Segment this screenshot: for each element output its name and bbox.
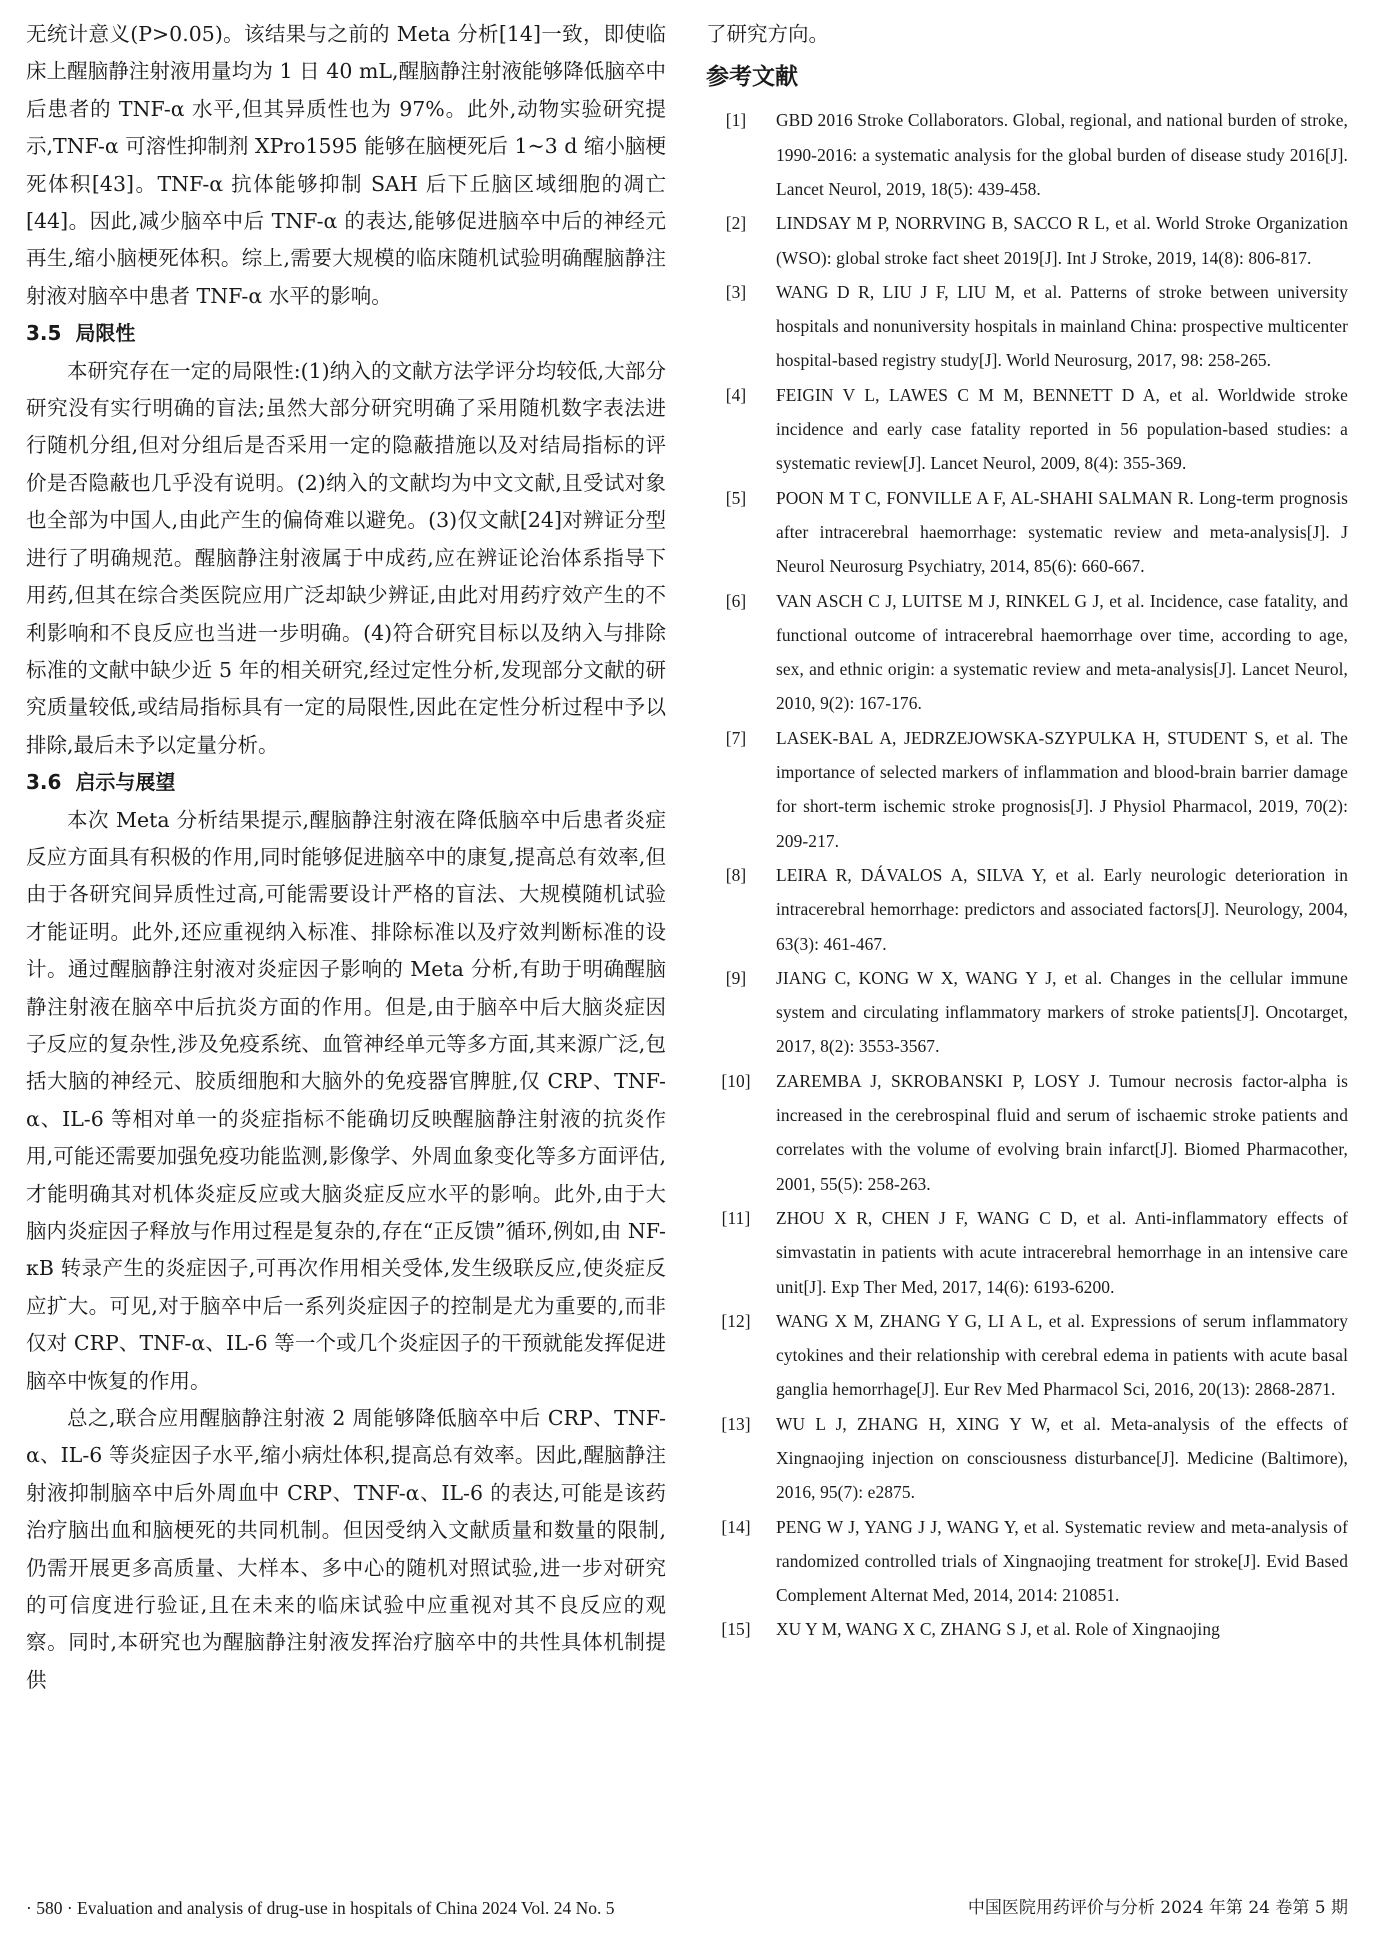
reference-item — [706, 961, 1348, 1064]
reference-item — [706, 481, 1348, 584]
section-number: 3.6 — [26, 770, 62, 795]
reference-text: XU Y M, WANG X C, ZHANG S J, et al. Role of Xingnaojing — [776, 1619, 1220, 1640]
paragraph-outlook: 本次 Meta 分析结果提示,醒脑静注射液在降低脑卒中后患者炎症反应方面具有积极的作用,同时能够促进脑卒中的康复,提高总有效率,但由于各研究间异质性过高,可能需要设计严格的盲法、大规模随机试验才能证明。此外,还应重视纳入标准、排除标准以及疗效判断标准的设计。通过醒脑静注射液对炎症因子影响的 Meta 分析,有助于明确醒脑静注射液在脑卒中后抗炎方面的作用。但是,由于脑卒中后大脑炎症因子反应的复杂性,涉及免疫系统、血管神经单元等多方面,其来源广泛,包括大脑的神经元、胶质细胞和大脑外的免疫器官脾脏,仅 CRP、TNF-α、IL-6 等相对单一的炎症指标不能确切反映醒脑静注射液的抗炎作用,可能还需要加强免疫功能监测,影像学、外周血象变化等多方面评估,才能明确其对机体炎症反应或大脑炎症反应水平的影响。此外,由于大脑内炎症因子释放与作用过程是复杂的,存在“正反馈”循环,例如,由 NF-κB 转录产生的炎症因子,可再次作用相关受体,发生级联反应,使炎症反应扩大。可见,对于脑卒中后一系列炎症因子的控制是尤为重要的,而非仅对 CRP、TNF-α、IL-6 等一个或几个炎症因子的干预就能发挥促进脑卒中恢复的作用。 — [26, 807, 666, 1393]
reference-text: ZAREMBA J, SKROBANSKI P, LOSY J. Tumour necrosis factor-alpha is increased in the cerebrospinal fluid and serum of ischaemic stroke patients and correlates with the volume of evolving brain infarct[J]. Biomed Pharmacother, 2001, 55(5): 258-263. — [776, 1070, 1348, 1194]
section-heading-3-6 — [26, 764, 666, 801]
reference-text: GBD 2016 Stroke Collaborators. Global, regional, and national burden of stroke, 1990-2016: a systematic analysis for the global burden of disease study 2016[J]. Lancet Neurol, 2019, 18(5): 439-458. — [776, 110, 1348, 199]
section-number: 3.5 — [26, 321, 62, 346]
section-heading-3-5 — [26, 315, 666, 352]
reference-text: LEIRA R, DÁVALOS A, SILVA Y, et al. Early neurologic deterioration in intracerebral hemorrhage: predictors and associated factors[J]. Neurology, 2004, 63(3): 461-467. — [776, 864, 1348, 954]
reference-number: [12] — [721, 1310, 751, 1331]
reference-item — [706, 721, 1348, 858]
reference-item — [706, 1201, 1348, 1304]
reference-item — [706, 1304, 1348, 1407]
reference-text: WU L J, ZHANG H, XING Y W, et al. Meta-analysis of the effects of Xingnaojing injection on consciousness disturbance[J]. Medicine (Baltimore), 2016, 95(7): e2875. — [776, 1413, 1348, 1503]
reference-item — [706, 206, 1348, 275]
reference-number: [2] — [725, 213, 747, 234]
reference-list — [706, 103, 1348, 1646]
reference-number: [15] — [721, 1619, 751, 1640]
reference-text: ZHOU X R, CHEN J F, WANG C D, et al. Anti-inflammatory effects of simvastatin in patients with acute intracerebral hemorrhage in an intensive care unit[J]. Exp Ther Med, 2017, 14(6): 6193-6200. — [776, 1207, 1348, 1297]
paragraph-limitations: 本研究存在一定的局限性:(1)纳入的文献方法学评分均较低,大部分研究没有实行明确的盲法;虽然大部分研究明确了采用随机数字表法进行随机分组,但对分组后是否采用一定的隐蔽措施以及对结局指标的评价是否隐蔽也几乎没有说明。(2)纳入的文献均为中文文献,且受试对象也全部为中国人,由此产生的偏倚难以避免。(3)仅文献[24]对辨证分型进行了明确规范。醒脑静注射液属于中成药,应在辨证论治体系指导下用药,但其在综合类医院应用广泛却缺少辨证,由此对用药疗效产生的不利影响和不良反应也当进一步明确。(4)符合研究目标以及纳入与排除标准的文献中缺少近 5 年的相关研究,经过定性分析,发现部分文献的研究质量较低,或结局指标具有一定的局限性,因此在定性分析过程中予以排除,最后未予以定量分析。 — [26, 358, 666, 757]
reference-text: FEIGIN V L, LAWES C M M, BENNETT D A, et al. Worldwide stroke incidence and early case fatality reported in 56 population-based studies: a systematic review[J]. Lancet Neurol, 2009, 8(4): 355-369. — [776, 384, 1348, 474]
reference-item — [706, 103, 1348, 206]
reference-number: [10] — [721, 1070, 751, 1091]
reference-item — [706, 858, 1348, 961]
reference-text: VAN ASCH C J, LUITSE M J, RINKEL G J, et al. Incidence, case fatality, and functional outcome of intracerebral haemorrhage over time, according to age, sex, and ethnic origin: a systematic review and meta-analysis[J]. Lancet Neurol, 2010, 9(2): 167-176. — [776, 590, 1348, 714]
right-column — [706, 16, 1348, 1647]
reference-number: [3] — [725, 281, 747, 302]
footer-journal-cn: 中国医院用药评价与分析 2024 年第 24 卷第 5 期 — [967, 1898, 1348, 1918]
reference-item — [706, 275, 1348, 378]
reference-item — [706, 1407, 1348, 1510]
reference-text: LASEK-BAL A, JEDRZEJOWSKA-SZYPULKA H, STUDENT S, et al. The importance of selected markers of inflammation and blood-brain barrier damage for short-term ischemic stroke prognosis[J]. J Physiol Pharmacol, 2019, 70(2): 209-217. — [776, 727, 1348, 851]
reference-number: [8] — [725, 864, 747, 885]
reference-number: [4] — [725, 384, 747, 405]
section-title: 启示与展望 — [75, 770, 176, 795]
reference-number: [6] — [725, 590, 747, 611]
references-heading: 参考文献 — [706, 64, 798, 91]
left-column — [26, 16, 666, 1699]
reference-item — [706, 1510, 1348, 1613]
reference-item — [706, 584, 1348, 721]
reference-text: LINDSAY M P, NORRVING B, SACCO R L, et al. World Stroke Organization (WSO): global stroke fact sheet 2019[J]. Int J Stroke, 2019, 14(8): 806-817. — [776, 213, 1348, 268]
reference-text: JIANG C, KONG W X, WANG Y J, et al. Changes in the cellular immune system and circulating inflammatory markers of stroke patients[J]. Oncotarget, 2017, 8(2): 3553-3567. — [776, 967, 1348, 1057]
reference-number: [7] — [725, 727, 747, 748]
reference-item — [706, 378, 1348, 481]
reference-item — [706, 1612, 1348, 1646]
reference-number: [1] — [725, 110, 747, 131]
reference-number: [11] — [721, 1207, 751, 1228]
paragraph-conclusion: 总之,联合应用醒脑静注射液 2 周能够降低脑卒中后 CRP、TNF-α、IL-6 等炎症因子水平,缩小病灶体积,提高总有效率。因此,醒脑静注射液抑制脑卒中后外周血中 CRP、TNF-α、IL-6 的表达,可能是该药治疗脑出血和脑梗死的共同机制。但因受纳入文献质量和数量的限制,仍需开展更多高质量、大样本、多中心的随机对照试验,进一步对研究的可信度进行验证,且在未来的临床试验中应重视对其不良反应的观察。同时,本研究也为醒脑静注射液发挥治疗脑卒中的共性具体机制提供 — [26, 1406, 666, 1692]
footer-journal-en: · 580 · Evaluation and analysis of drug-use in hospitals of China 2024 Vol. 24 No. 5 — [26, 1898, 615, 1918]
reference-text: WANG X M, ZHANG Y G, LI A L, et al. Expressions of serum inflammatory cytokines and their relationship with cerebral edema in patients with acute basal ganglia hemorrhage[J]. Eur Rev Med Pharmacol Sci, 2016, 20(13): 2868-2871. — [776, 1310, 1348, 1400]
reference-number: [9] — [725, 967, 747, 988]
paragraph-tnf-alpha: 无统计意义(P>0.05)。该结果与之前的 Meta 分析[14]一致，即使临床上醒脑静注射液用量均为 1 日 40 mL,醒脑静注射液能够降低脑卒中后患者的 TNF-α 水平,但其异质性也为 97%。此外,动物实验研究提示,TNF-α 可溶性抑制剂 XPro1595 能够在脑梗死后 1~3 d 缩小脑梗死体积[43]。TNF-α 抗体能够抑制 SAH 后下丘脑区域细胞的凋亡[44]。因此,减少脑卒中后 TNF-α 的表达,能够促进脑卒中后的神经元再生,缩小脑梗死体积。综上,需要大规模的临床随机试验明确醒脑静注射液对脑卒中患者 TNF-α 水平的影响。 — [26, 22, 666, 308]
reference-number: [5] — [725, 487, 747, 508]
reference-text: POON M T C, FONVILLE A F, AL-SHAHI SALMAN R. Long-term prognosis after intracerebral haemorrhage: systematic review and meta-analysis[J]. J Neurol Neurosurg Psychiatry, 2014, 85(6): 660-667. — [776, 487, 1348, 577]
reference-number: [13] — [721, 1413, 751, 1434]
section-title: 局限性 — [75, 321, 136, 346]
reference-number: [14] — [721, 1516, 751, 1537]
reference-text: WANG D R, LIU J F, LIU M, et al. Patterns of stroke between university hospitals and nonuniversity hospitals in mainland China: prospective multicenter hospital-based registry study[J]. World Neurosurg, 2017, 98: 258-265. — [776, 281, 1348, 371]
reference-item — [706, 1064, 1348, 1201]
reference-text: PENG W J, YANG J J, WANG Y, et al. Systematic review and meta-analysis of randomized controlled trials of Xingnaojing treatment for stroke[J]. Evid Based Complement Alternat Med, 2014, 2014: 210851. — [776, 1516, 1348, 1606]
paragraph-continuation: 了研究方向。 — [706, 22, 829, 46]
